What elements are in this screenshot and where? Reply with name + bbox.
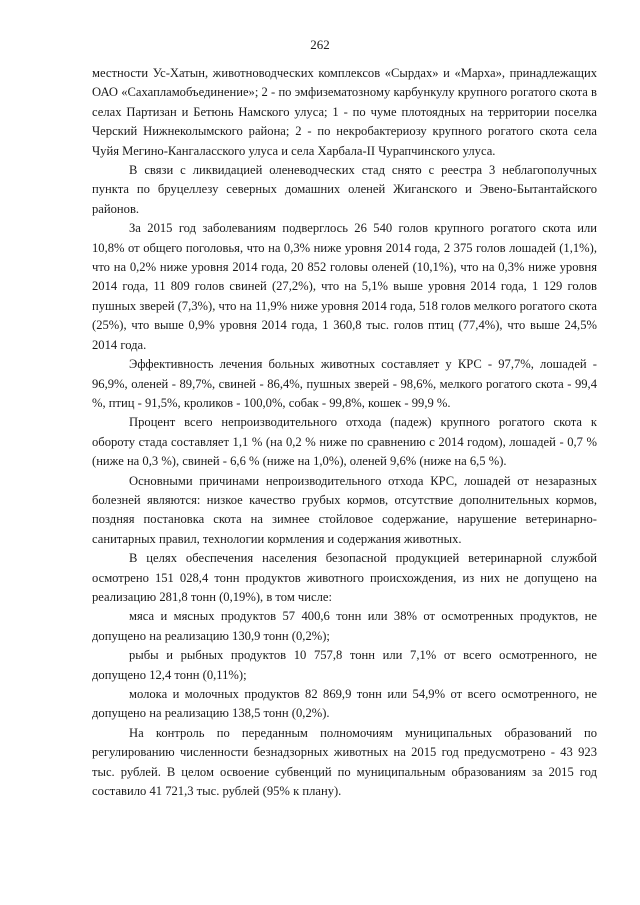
- paragraph-disease-stats: За 2015 год заболеваниям подверглось 26 540 голов крупного рогатого скота или 10,8% от общего поголовья, что на 0,3% ниже уровня 2014 года, 2 375 голов лошадей (1,1%), что на 0,2% ниже уровня 2014 года, 20 852 головы оленей (10,1%), что на 0,3% ниже уровня 2014 года, 11 809 голов свиней (27,2%), что на 5,1% выше уровня 2014 года, 1 129 голов пушных зверей (7,3%), что на 11,9% ниже уровня 2014 года, 518 голов мелкого рогатого скота (25%), что выше 0,9% уровня 2014 года, 1 360,8 тыс. голов птиц (77,4%), что выше 24,5% 2014 года.: [92, 221, 598, 352]
- paragraph-mortality-causes: Основными причинами непроизводительного отхода КРС, лошадей от незаразных болезней являются: низкое качество грубых кормов, отсутствие дополнительных кормов, поздняя постановка скота на зимнее стойловое содержание, нарушение ветеринарно-санитарных правил, технологии кормления и содержания животных.: [92, 473, 597, 546]
- paragraph-treatment-efficiency: Эффективность лечения больных животных составляет у КРС - 97,7%, лошадей - 96,9%, оленей - 89,7%, свиней - 86,4%, пушных зверей - 98,6%, мелкого рогатого скота - 99,4 %, птиц - 91,5%, кроликов - 100,0%, собак - 99,8%, кошек - 99,9 %.: [92, 357, 597, 410]
- paragraph-brucellosis: В связи с ликвидацией оленеводческих стад снято с реестра 3 неблагополучных пункта по бруцеллезу северных домашних оленей Жиганского и Эвено-Бытантайского районов.: [92, 163, 597, 216]
- paragraph-mortality-rate: Процент всего непроизводительного отхода (падеж) крупного рогатого скота к обороту стада составляет 1,1 % (на 0,2 % ниже по сравнению с 2014 годом), лошадей - 0,7 % (ниже на 0,3 %), свиней - 6,6 % (ниже на 1,0%), оленей 9,6% (ниже на 6,5 %).: [92, 415, 597, 469]
- paragraph-stray-animals-funding: На контроль по переданным полномочиям муниципальных образований по регулированию численности безнадзорных животных на 2015 год предусмотрено - 43 923 тыс. рублей. В целом освоение субвенций по муниципальным образованиям за 2015 год составило 41 721,3 тыс. рублей (95% к плану).: [92, 725, 597, 799]
- paragraph-meat-products: мяса и мясных продуктов 57 400,6 тонн или 38% от осмотренных продуктов, не допущено на реализацию 130,9 тонн (0,2%);: [92, 609, 597, 643]
- paragraph-food-inspection: В целях обеспечения населения безопасной продукцией ветеринарной службой осмотрено 151 028,4 тонн продуктов животного происхождения, из них не допущено на реализацию 281,8 тонн (0,19%), в том числе:: [92, 551, 597, 604]
- document-body: [92, 64, 597, 801]
- paragraph-milk-products: молока и молочных продуктов 82 869,9 тонн или 54,9% от всего осмотренного, не допущено на реализацию 138,5 тонн (0,2%).: [92, 687, 597, 721]
- paragraph-fish-products: рыбы и рыбных продуктов 10 757,8 тонн или 7,1% от всего осмотренного, не допущено 12,4 тонн (0,11%);: [92, 648, 597, 682]
- page-number: 262: [310, 37, 330, 52]
- paragraph-outbreak-list: местности Ус-Хатын, животноводческих комплексов «Сырдах» и «Марха», принадлежащих ОАО «Сахапламобъединение»; 2 - по эмфизематозному карбункулу крупного рогатого скота в селах Партизан и Бетюнь Намского улуса; 1 - по чуме плотоядных на территории поселка Черский Нижнеколымского района; 2 - по некробактериозу крупного рогатого скота села Чуйя Мегино-Кангаласского улуса и села Харбала-II Чурапчинского улуса.: [92, 66, 597, 158]
